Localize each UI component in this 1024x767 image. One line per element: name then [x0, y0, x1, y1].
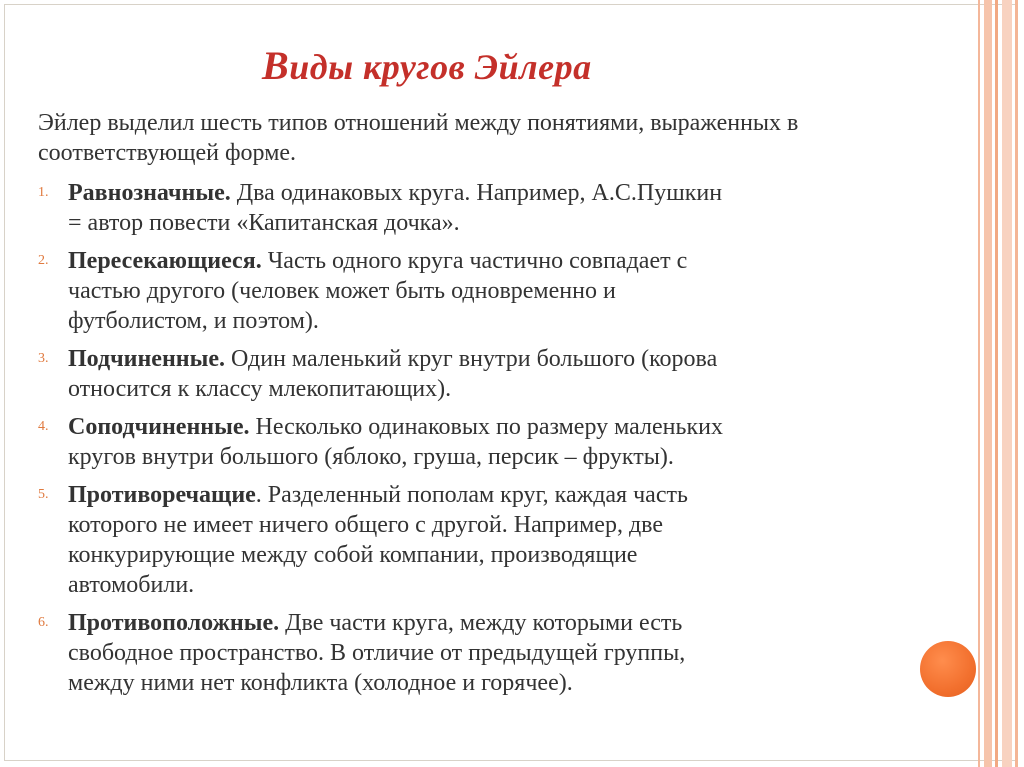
item-line: конкурирующие между собой компании, производящие [68, 542, 638, 568]
item-number: 4. [38, 419, 49, 434]
item-line: кругов внутри большого (яблоко, груша, персик – фрукты). [68, 444, 674, 470]
item-line: частью другого (человек может быть одновременно и [68, 278, 616, 304]
slide-title [262, 42, 592, 89]
item-text: Две части круга, между которыми есть [279, 610, 683, 636]
item-line: свободное пространство. В отличие от предыдущей группы, [68, 640, 686, 666]
item-term: Соподчиненные. [68, 414, 250, 440]
item-line: автомобили. [68, 572, 195, 598]
item-term: Противоположные. [68, 610, 280, 636]
item-line: футболистом, и поэтом). [68, 308, 319, 334]
list-item [38, 178, 918, 238]
list-item [38, 412, 918, 472]
item-line [68, 480, 918, 510]
list-item [38, 480, 918, 600]
decorative-orange-circle-icon [920, 641, 976, 697]
item-text: Один маленький круг внутри большого (корова [225, 346, 718, 372]
item-term: Противоречащие [68, 482, 256, 508]
item-text: Несколько одинаковых по размеру маленьких [249, 414, 723, 440]
item-number: 3. [38, 351, 49, 366]
item-line: = автор повести «Капитанская дочка». [68, 210, 460, 236]
item-number: 6. [38, 615, 49, 630]
item-term: Пересекающиеся. [68, 248, 262, 274]
list-item [38, 344, 918, 404]
item-text: Часть одного круга частично совпадает с [261, 248, 688, 274]
item-line [68, 412, 918, 442]
decorative-stripes [978, 0, 1024, 767]
stripe [1002, 0, 1012, 767]
item-line [68, 246, 918, 276]
title-initial: В [262, 43, 290, 88]
item-number: 1. [38, 185, 49, 200]
list-item [38, 246, 918, 336]
item-line: между ними нет конфликта (холодное и горячее). [68, 670, 573, 696]
item-line: которого не имеет ничего общего с другой. Например, две [68, 512, 663, 538]
item-number: 5. [38, 487, 49, 502]
stripe [978, 0, 980, 767]
list-item [38, 608, 918, 698]
item-text: Два одинаковых круга. Например, А.С.Пушкин [230, 180, 723, 206]
item-line [68, 608, 918, 638]
item-text: . Разделенный пополам круг, каждая часть [255, 482, 688, 508]
item-line: относится к классу млекопитающих). [68, 376, 452, 402]
item-line [68, 178, 918, 208]
item-number: 2. [38, 253, 49, 268]
item-line [68, 344, 918, 374]
relation-types-list [38, 178, 918, 706]
stripe [995, 0, 998, 767]
stripe [1015, 0, 1018, 767]
stripe [984, 0, 992, 767]
item-term: Подчиненные. [68, 346, 226, 372]
intro-paragraph: Эйлер выделил шесть типов отношений между понятиями, выраженных в соответствующей форме. [38, 110, 799, 166]
title-rest: иды кругов Эйлера [289, 47, 592, 87]
item-term: Равнозначные. [68, 180, 231, 206]
